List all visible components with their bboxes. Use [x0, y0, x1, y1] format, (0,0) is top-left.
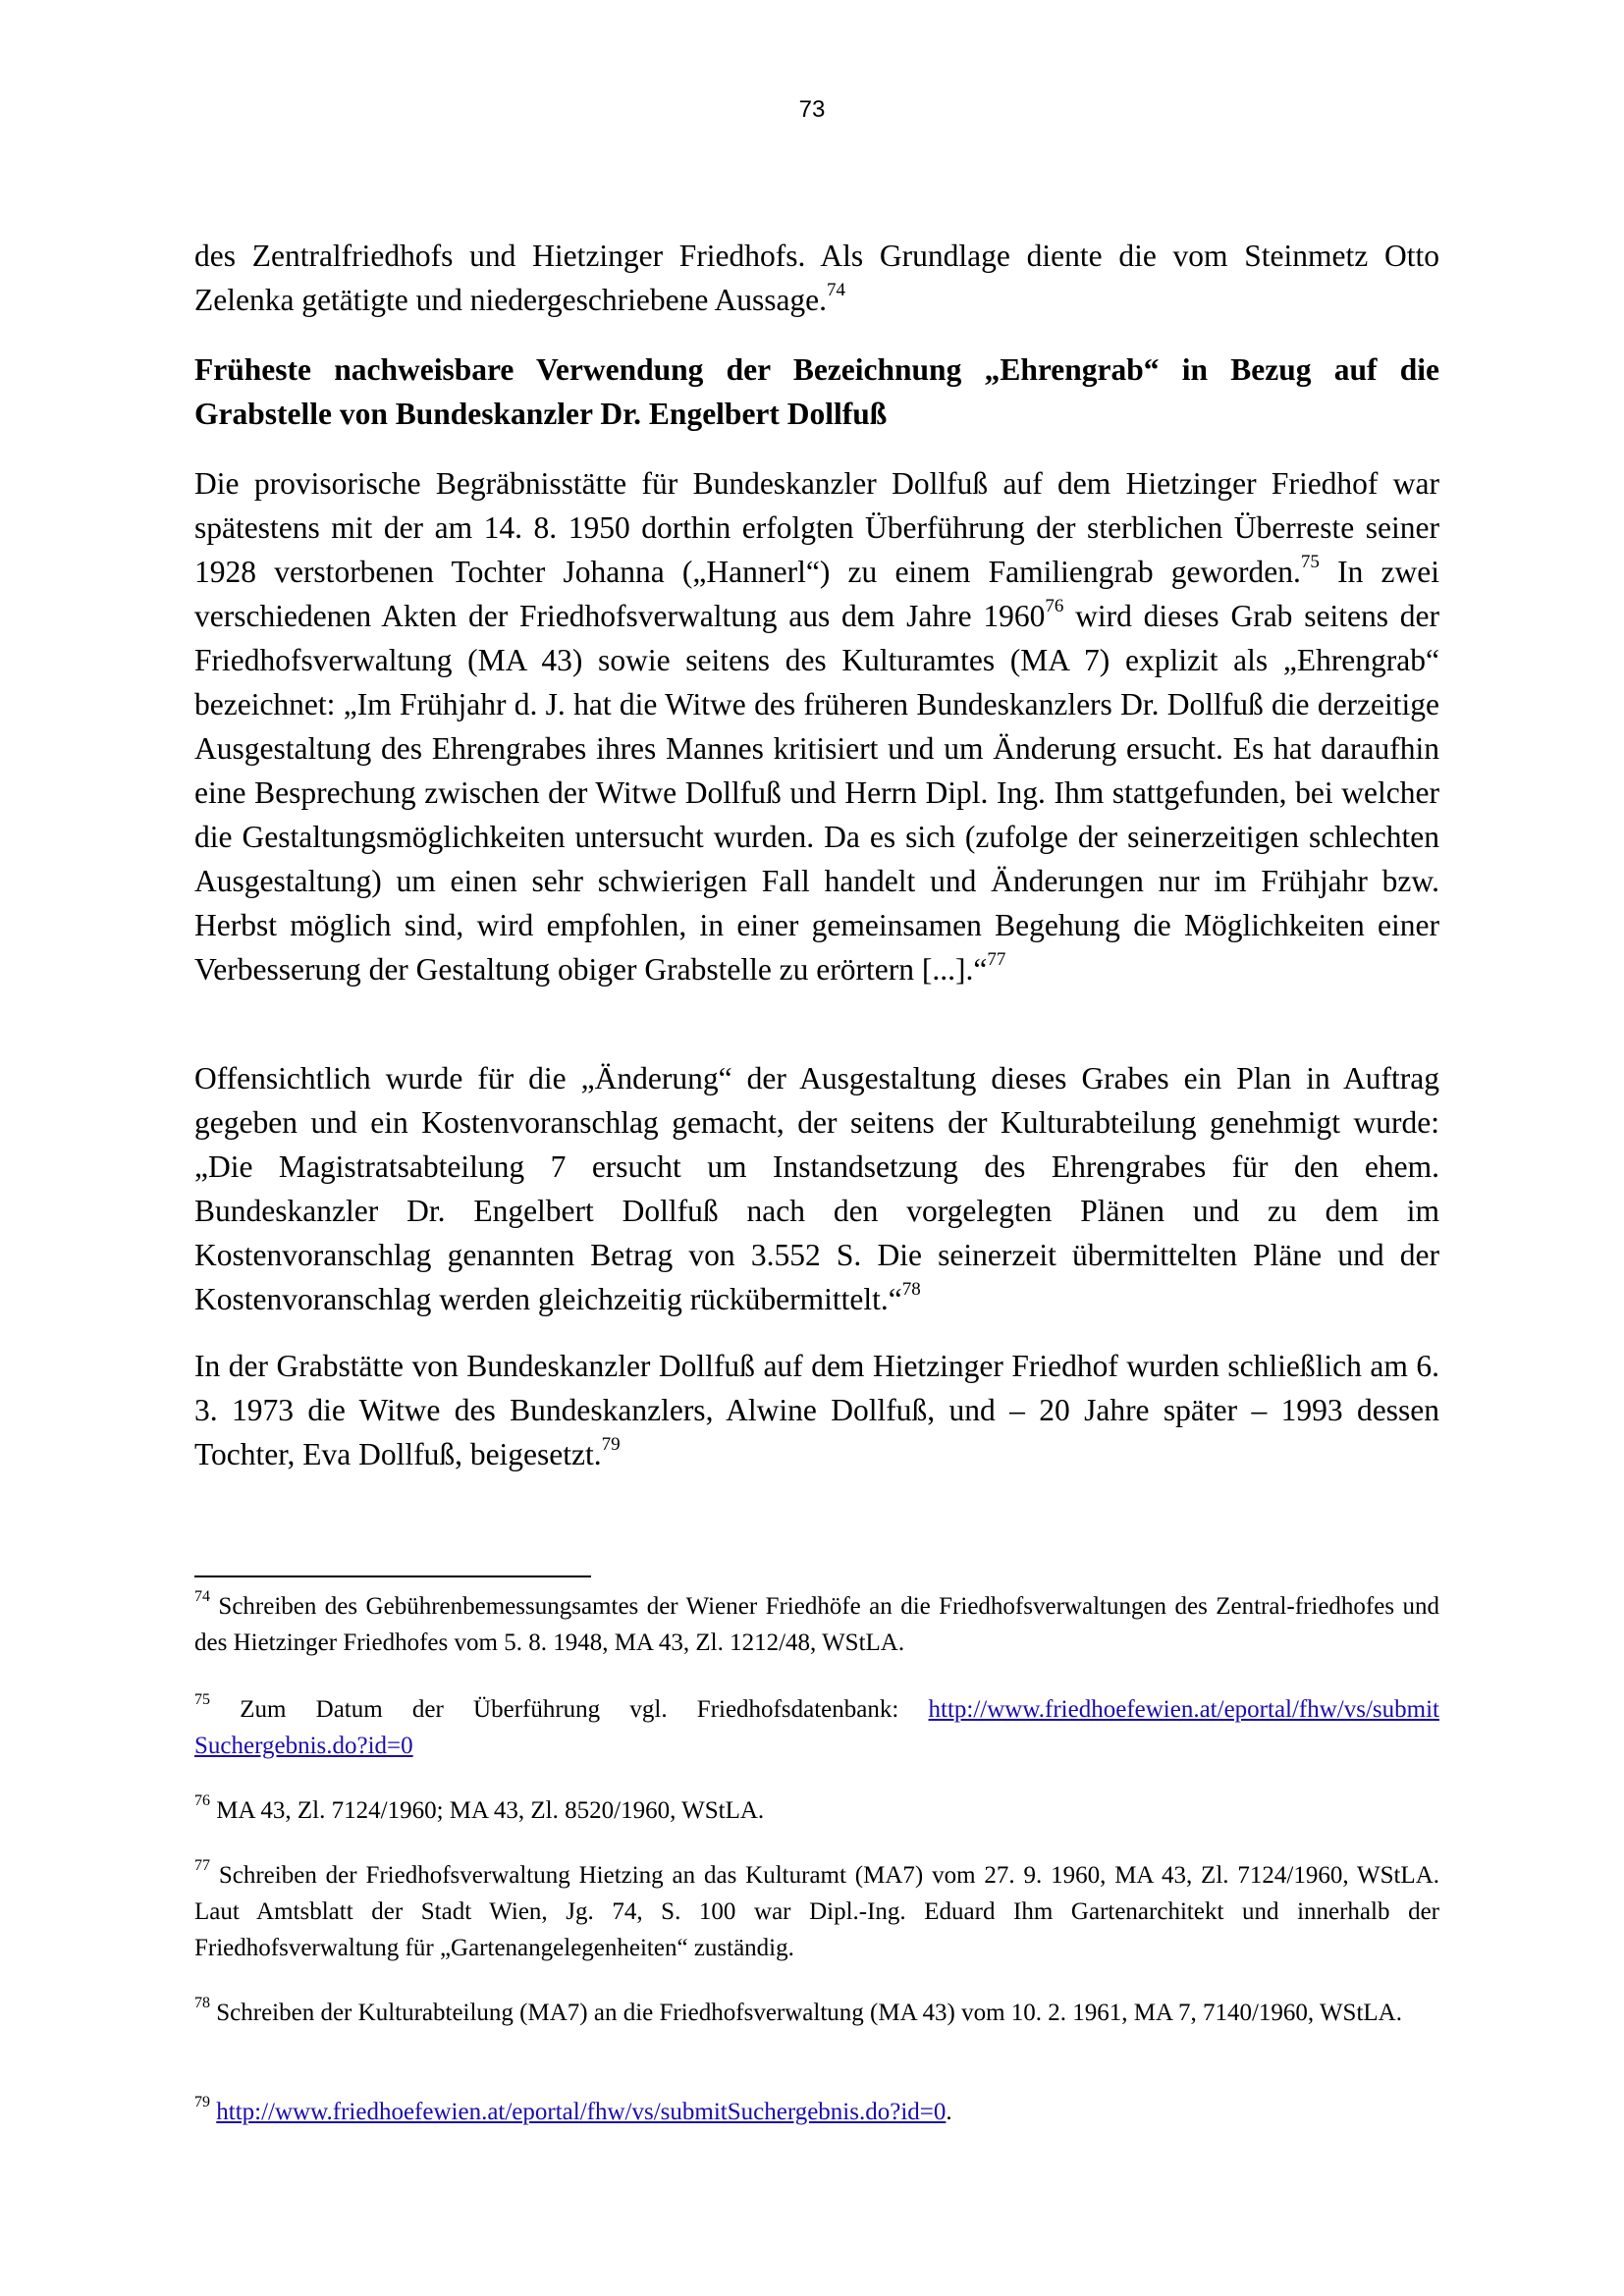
- paragraph-1-part-3: wird dieses Grab seitens der Friedhofsverwaltung (MA 43) sowie seitens des Kulturamtes (MA 7) explizit als „Ehrengrab“ bezeichnet: „Im Frühjahr d. J. hat die Witwe des früheren Bundeskanzlers Dr. Dollfuß die derzeitige Ausgestaltung des Ehrengrabes ihres Mannes kritisiert und um Änderung ersucht. Es hat daraufhin eine Besprechung zwischen der Witwe Dollfuß und Herrn Dipl. Ing. Ihm stattgefunden, bei welcher die Gestaltungsmöglichkeiten untersucht wurden. Da es sich (zufolge der seinerzeitigen schlechten Ausgestaltung) um einen sehr schwierigen Fall handelt und Änderungen nur im Frühjahr bzw. Herbst möglich sind, wird empfohlen, in einer gemeinsamen Begehung die Möglichkeiten einer Verbesserung der Gestaltung obiger Grabstelle zu erörtern [...].“: [194, 599, 1439, 987]
- footnote-79: [194, 2094, 1439, 2130]
- footnote-number: 74: [194, 1587, 210, 1605]
- footnote-text: MA 43, Zl. 7124/1960; MA 43, Zl. 8520/1960, WStLA.: [210, 1797, 765, 1824]
- footnote-ref-78[interactable]: 78: [901, 1278, 921, 1300]
- footnote-number: 76: [194, 1791, 210, 1809]
- footnote-text: Schreiben der Friedhofsverwaltung Hietzing an das Kulturamt (MA7) vom 27. 9. 1960, MA 43, Zl. 7124/1960, WStLA. Laut Amtsblatt der Stadt Wien, Jg. 74, S. 100 war Dipl.-Ing. Eduard Ihm Gartenarchitekt und innerhalb der Friedhofsverwaltung für „Gartenangelegenheiten“ zuständig.: [194, 1862, 1439, 1961]
- friedhofsdatenbank-link[interactable]: http://www.friedhoefewien.at/eportal/fhw/vs/submit Suchergebnis.do?id=0: [194, 1696, 1439, 1759]
- paragraph-1-part-1: Die provisorische Begräbnisstätte für Bundeskanzler Dollfuß auf dem Hietzinger Friedhof war spätestens mit der am 14. 8. 1950 dorthin erfolgten Überführung der sterblichen Überreste seiner 1928 verstorbenen Tochter Johanna („Hannerl“) zu einem Familiengrab geworden.: [194, 466, 1439, 589]
- footnote-77: [194, 1857, 1439, 1966]
- paragraph-1: [194, 461, 1439, 991]
- intro-paragraph: [194, 234, 1439, 322]
- footnote-ref-74[interactable]: 74: [827, 279, 846, 300]
- footnote-number: 79: [194, 2093, 210, 2110]
- footnote-ref-77[interactable]: 77: [987, 948, 1006, 970]
- footnote-74: [194, 1588, 1439, 1661]
- paragraph-3: [194, 1344, 1439, 1476]
- friedhofsdatenbank-link-2[interactable]: http://www.friedhoefewien.at/eportal/fhw/vs/submitSuchergebnis.do?id=0: [216, 2099, 947, 2125]
- paragraph-2: [194, 1056, 1439, 1321]
- paragraph-2-text: Offensichtlich wurde für die „Änderung“ der Ausgestaltung dieses Grabes ein Plan in Auftrag gegeben und ein Kostenvoranschlag gemacht, der seitens der Kulturabteilung genehmigt wurde: „Die Magistratsabteilung 7 ersucht um Instandsetzung des Ehrengrabes für den ehem. Bundeskanzler Dr. Engelbert Dollfuß nach den vorgelegten Plänen und zu dem im Kostenvoranschlag genannten Betrag von 3.552 S. Die seinerzeit übermittelten Pläne und der Kostenvoranschlag werden gleichzeitig rückübermittelt.“: [194, 1061, 1439, 1316]
- footnote-separator: [194, 1575, 591, 1577]
- footnote-text: Schreiben der Kulturabteilung (MA7) an die Friedhofsverwaltung (MA 43) vom 10. 2. 1961, MA 7, 7140/1960, WStLA.: [210, 2000, 1402, 2026]
- footnote-75: [194, 1691, 1439, 1764]
- footnote-trailing: .: [946, 2099, 952, 2125]
- paragraph-1-part-2: In zwei verschiedenen Akten der Friedhofsverwaltung aus dem Jahre 1960: [194, 555, 1439, 633]
- footnote-number: 77: [194, 1856, 210, 1874]
- page-number: 73: [798, 96, 826, 123]
- footnote-text: Schreiben des Gebührenbemessungsamtes der Wiener Friedhöfe an die Friedhofsverwaltungen des Zentral-friedhofes und des Hietzinger Friedhofes vom 5. 8. 1948, MA 43, Zl. 1212/48, WStLA.: [194, 1593, 1439, 1656]
- footnote-78: [194, 1995, 1439, 2031]
- footnote-number: 75: [194, 1690, 210, 1708]
- footnote-ref-79[interactable]: 79: [601, 1433, 621, 1455]
- intro-paragraph-text: des Zentralfriedhofs und Hietzinger Friedhofs. Als Grundlage diente die vom Steinmetz Otto Zelenka getätigte und niedergeschriebene Aussage.: [194, 239, 1439, 317]
- footnote-ref-76[interactable]: 76: [1045, 595, 1064, 616]
- paragraph-3-text: In der Grabstätte von Bundeskanzler Dollfuß auf dem Hietzinger Friedhof wurden schließlich am 6. 3. 1973 die Witwe des Bundeskanzlers, Alwine Dollfuß, und – 20 Jahre später – 1993 dessen Tochter, Eva Dollfuß, beigesetzt.: [194, 1349, 1439, 1471]
- footnote-76: [194, 1792, 1439, 1829]
- section-heading: Früheste nachweisbare Verwendung der Bezeichnung „Ehrengrab“ in Bezug auf die Grabstelle von Bundeskanzler Dr. Engelbert Dollfuß: [194, 352, 1439, 431]
- footnote-text: Zum Datum der Überführung vgl. Friedhofsdatenbank:: [210, 1696, 929, 1723]
- footnote-number: 78: [194, 1994, 210, 2011]
- footnote-ref-75[interactable]: 75: [1300, 551, 1320, 572]
